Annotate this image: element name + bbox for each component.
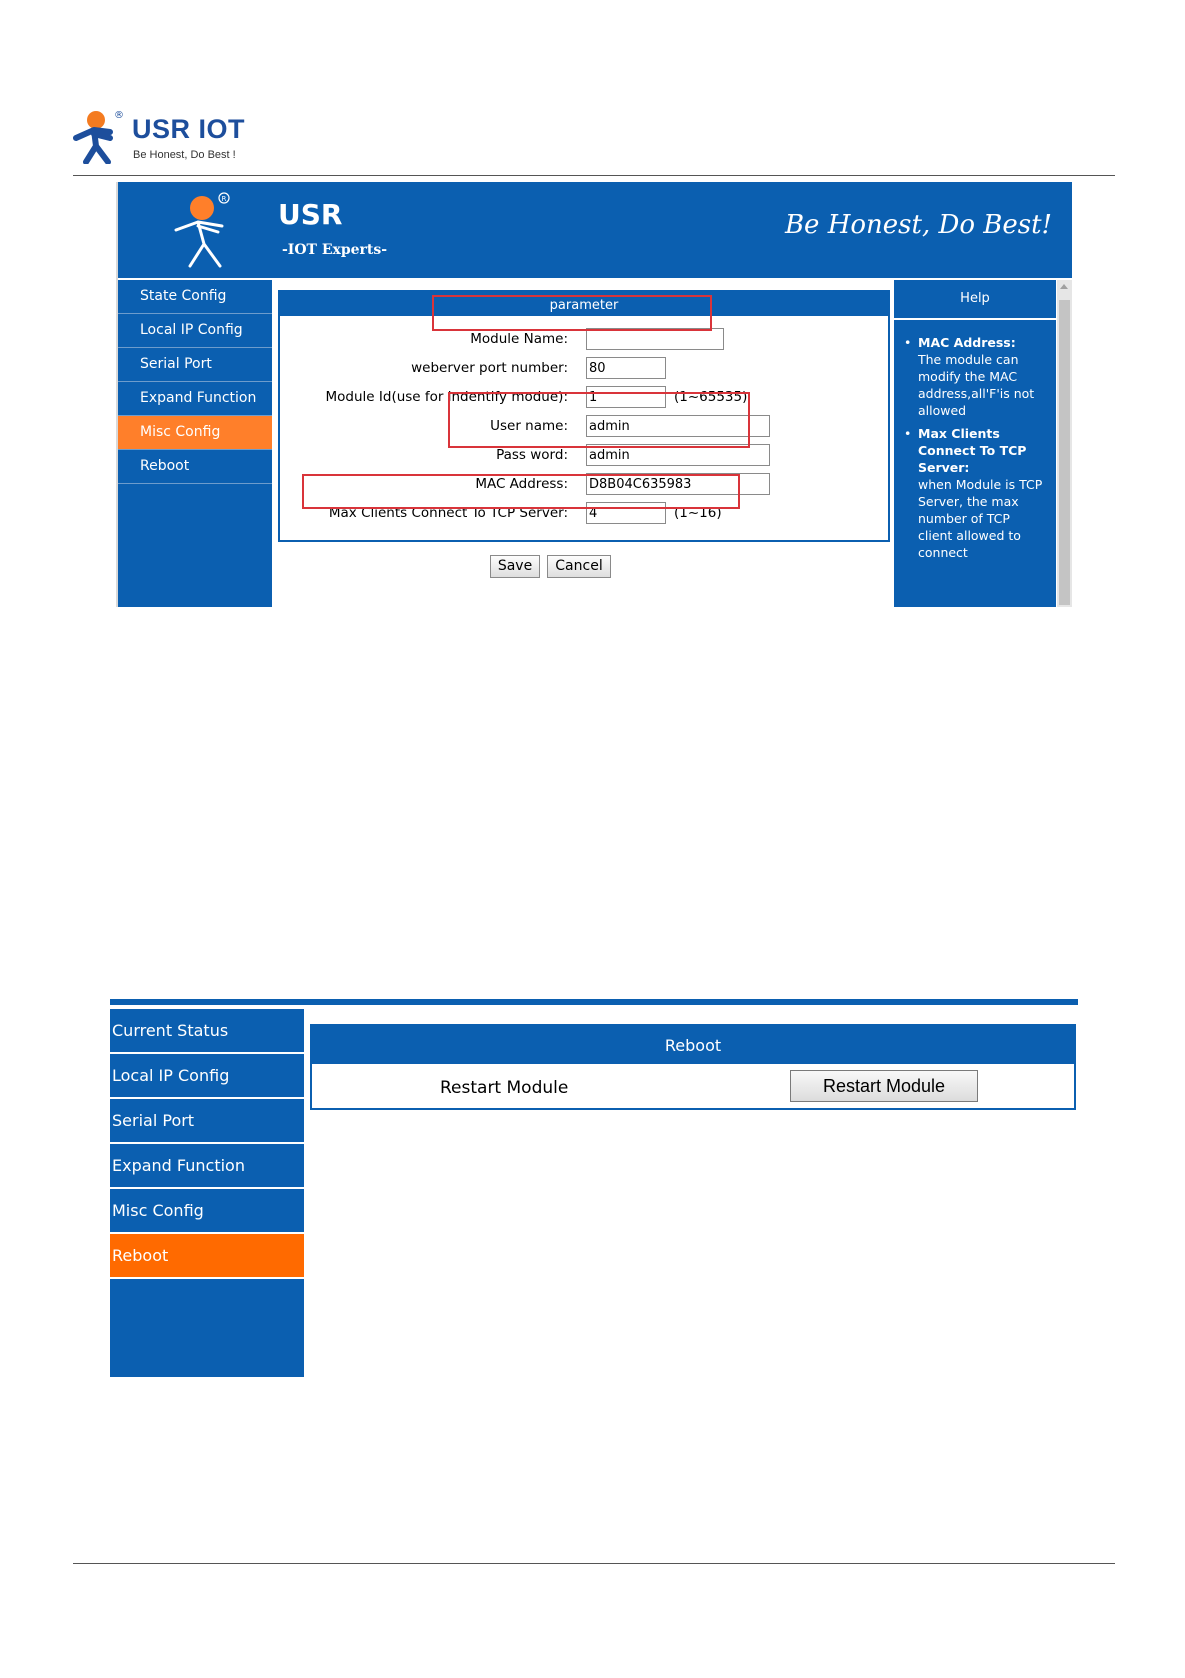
restart-module-button[interactable]: Restart Module [790,1070,978,1102]
mac-address-input[interactable]: D8B04C635983 [586,473,770,495]
runner-logo-icon [168,186,258,276]
module-name-label: Module Name: [470,331,568,347]
help-scrollbar[interactable] [1057,280,1072,607]
sidebar-nav-2 [110,1009,304,1377]
sidebar-item-expand-function[interactable]: Expand Function [118,382,272,416]
help-heading-mac: MAC Address: [918,335,1016,350]
help-item-max-clients [904,425,1048,561]
reboot-screenshot [110,999,1078,1377]
max-clients-range-hint: (1~16) [674,505,722,521]
sidebar-item-misc-config[interactable]: Misc Config [110,1189,304,1234]
sidebar-item-local-ip-config[interactable]: Local IP Config [110,1054,304,1099]
banner-subtitle: -IOT Experts- [282,242,388,258]
sidebar-item-reboot[interactable]: Reboot [110,1234,304,1279]
web-banner [118,182,1072,278]
help-text-mac: The module can modify the MAC address,all'F'is not allowed [918,352,1035,418]
top-bar [110,999,1078,1005]
logo-brand-text: USR IOT [132,114,246,144]
panel-title: parameter [280,292,888,316]
usr-iot-logo [72,108,322,168]
sidebar-item-local-ip-config[interactable]: Local IP Config [118,314,272,348]
user-name-label: User name: [490,418,568,434]
web-port-input[interactable]: 80 [586,357,666,379]
sidebar-nav [118,280,272,607]
footer-rule [73,1563,1115,1564]
help-title: Help [894,280,1056,320]
save-button[interactable]: Save [490,555,540,578]
help-text-max-clients: when Module is TCP Server, the max number of TCP client allowed to connect [918,477,1043,560]
password-input[interactable]: admin [586,444,770,466]
help-body [894,324,1056,567]
cancel-button[interactable]: Cancel [547,555,611,578]
module-id-range-hint: (1~65535) [674,389,748,405]
annotation-box-credentials [448,392,750,448]
restart-module-label: Restart Module [440,1078,569,1098]
bullet-icon: • [904,426,912,441]
password-label: Pass word: [496,447,568,463]
bullet-icon: • [904,335,912,350]
reboot-panel [310,1024,1076,1110]
header-rule [73,175,1115,176]
user-name-input[interactable]: admin [586,415,770,437]
sidebar-item-reboot[interactable]: Reboot [118,450,272,484]
misc-config-screenshot [116,182,1072,607]
reboot-panel-title: Reboot [312,1026,1074,1064]
module-id-input[interactable]: 1 [586,386,666,408]
web-port-label: weberver port number: [411,360,568,376]
help-panel [894,280,1056,607]
scroll-up-arrow-icon[interactable] [1060,284,1068,289]
banner-slogan: Be Honest, Do Best! [784,210,1052,240]
svg-text:®: ® [114,110,124,121]
scrollbar-thumb[interactable] [1059,300,1070,605]
sidebar-item-serial-port[interactable]: Serial Port [118,348,272,382]
logo-tagline: Be Honest, Do Best ! [133,149,236,161]
sidebar-item-serial-port[interactable]: Serial Port [110,1099,304,1144]
help-item-mac [904,334,1048,419]
banner-brand: USR [278,198,343,231]
module-name-input[interactable] [586,328,724,350]
web-port-row [280,355,888,381]
sidebar-item-current-status[interactable]: Current Status [110,1009,304,1054]
max-clients-label: Max Clients Connect To TCP Server: [328,505,568,521]
usr-runner-logo-icon [72,108,128,164]
svg-text:R: R [221,195,227,203]
sidebar-item-misc-config[interactable]: Misc Config [118,416,272,450]
module-id-label: Module Id(use for indentify modue): [325,389,568,405]
annotation-box-max-clients [302,474,740,509]
max-clients-input[interactable]: 4 [586,502,666,524]
sidebar-item-state-config[interactable]: State Config [118,280,272,314]
help-heading-max-clients: Max Clients Connect To TCP Server: [918,426,1027,475]
sidebar-item-expand-function[interactable]: Expand Function [110,1144,304,1189]
mac-address-label: MAC Address: [475,476,568,492]
annotation-box-module-name [432,295,712,331]
